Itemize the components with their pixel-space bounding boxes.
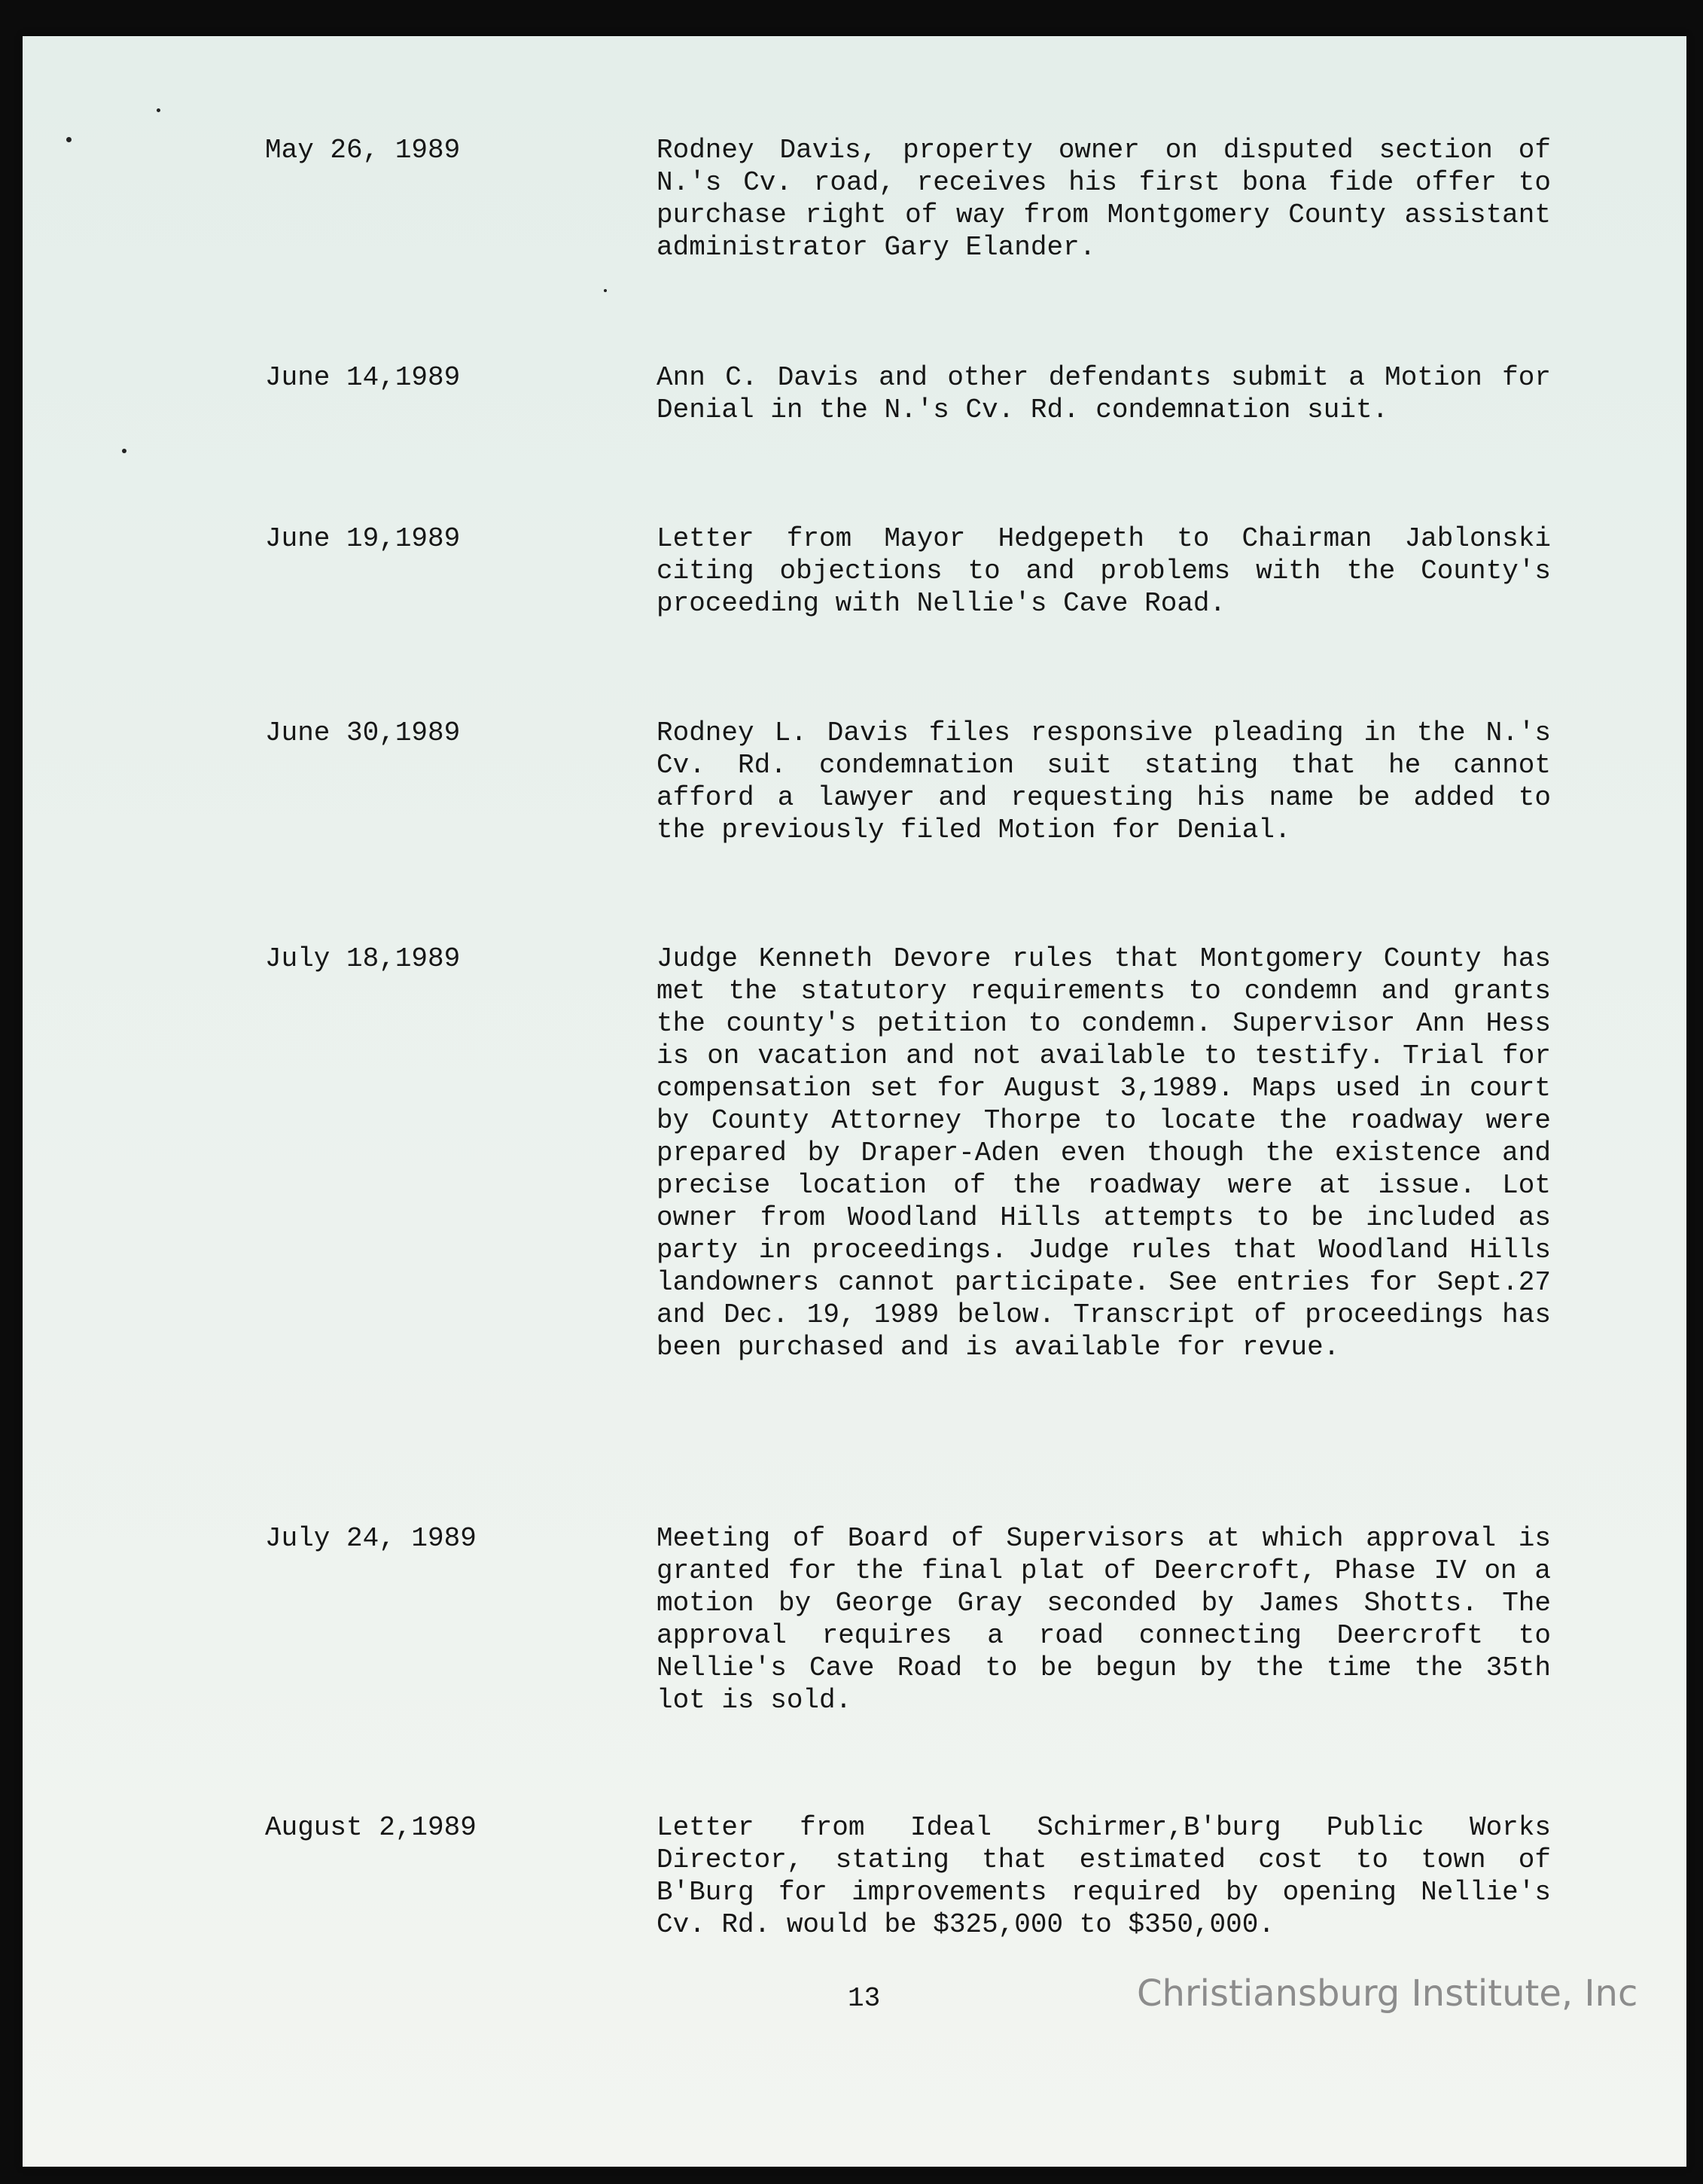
entry-text: Rodney Davis, property owner on disputed section of N.'s Cv. road, receives his first bona fide offer to purchase right of way from Montgomery County assistant administrator Gary Elander. bbox=[657, 135, 1551, 263]
entry-date: August 2,1989 bbox=[265, 1812, 477, 1843]
entry-text: Letter from Ideal Schirmer,B'burg Public Works Director, stating that estimated cost to town of B'Burg for improvements required by opening Nellie's Cv. Rd. would be $325,000 to $350,000. bbox=[657, 1812, 1551, 1940]
scan-speck bbox=[157, 108, 160, 112]
watermark: Christiansburg Institute, Inc bbox=[1137, 1972, 1638, 2015]
entry-text: Letter from Mayor Hedgepeth to Chairman Jablonski citing objections to and problems with the County's proceeding with Nellie's Cave Road. bbox=[657, 523, 1551, 619]
entry-date: June 14,1989 bbox=[265, 362, 461, 393]
entry-text: Ann C. Davis and other defendants submit a Motion for Denial in the N.'s Cv. Rd. condemnation suit. bbox=[657, 362, 1551, 425]
entry-text: Rodney L. Davis files responsive pleading in the N.'s Cv. Rd. condemnation suit stating that he cannot afford a lawyer and requesting his name be added to the previously filed Motion for Denial. bbox=[657, 717, 1551, 845]
entry-text: Meeting of Board of Supervisors at which approval is granted for the final plat of Deercroft, Phase IV on a motion by George Gray seconded by James Shotts. The approval requires a road connecting Deercroft to Nellie's Cave Road to be begun by the time the 35th lot is sold. bbox=[657, 1523, 1551, 1716]
entry-date: July 18,1989 bbox=[265, 943, 461, 974]
page-number: 13 bbox=[848, 1983, 881, 2014]
entry-date: May 26, 1989 bbox=[265, 135, 461, 166]
document-page bbox=[23, 36, 1686, 2167]
scan-speck bbox=[122, 449, 126, 453]
scan-speck bbox=[604, 289, 607, 292]
entry-date: June 19,1989 bbox=[265, 523, 461, 554]
scan-speck bbox=[66, 137, 72, 142]
entry-text: Judge Kenneth Devore rules that Montgomery County has met the statutory requirements to condemn and grants the county's petition to condemn. Supervisor Ann Hess is on vacation and not available to testify. Trial for compensation set for August 3,1989. Maps used in court by County Attorney Thorpe to locate the roadway were prepared by Draper-Aden even though the existence and precise location of the roadway were at issue. Lot owner from Woodland Hills attempts to be included as party in proceedings. Judge rules that Woodland Hills landowners cannot participate. See entries for Sept.27 and Dec. 19, 1989 below. Transcript of proceedings has been purchased and is available for revue. bbox=[657, 943, 1551, 1363]
entry-date: June 30,1989 bbox=[265, 717, 461, 748]
entry-date: July 24, 1989 bbox=[265, 1523, 477, 1554]
